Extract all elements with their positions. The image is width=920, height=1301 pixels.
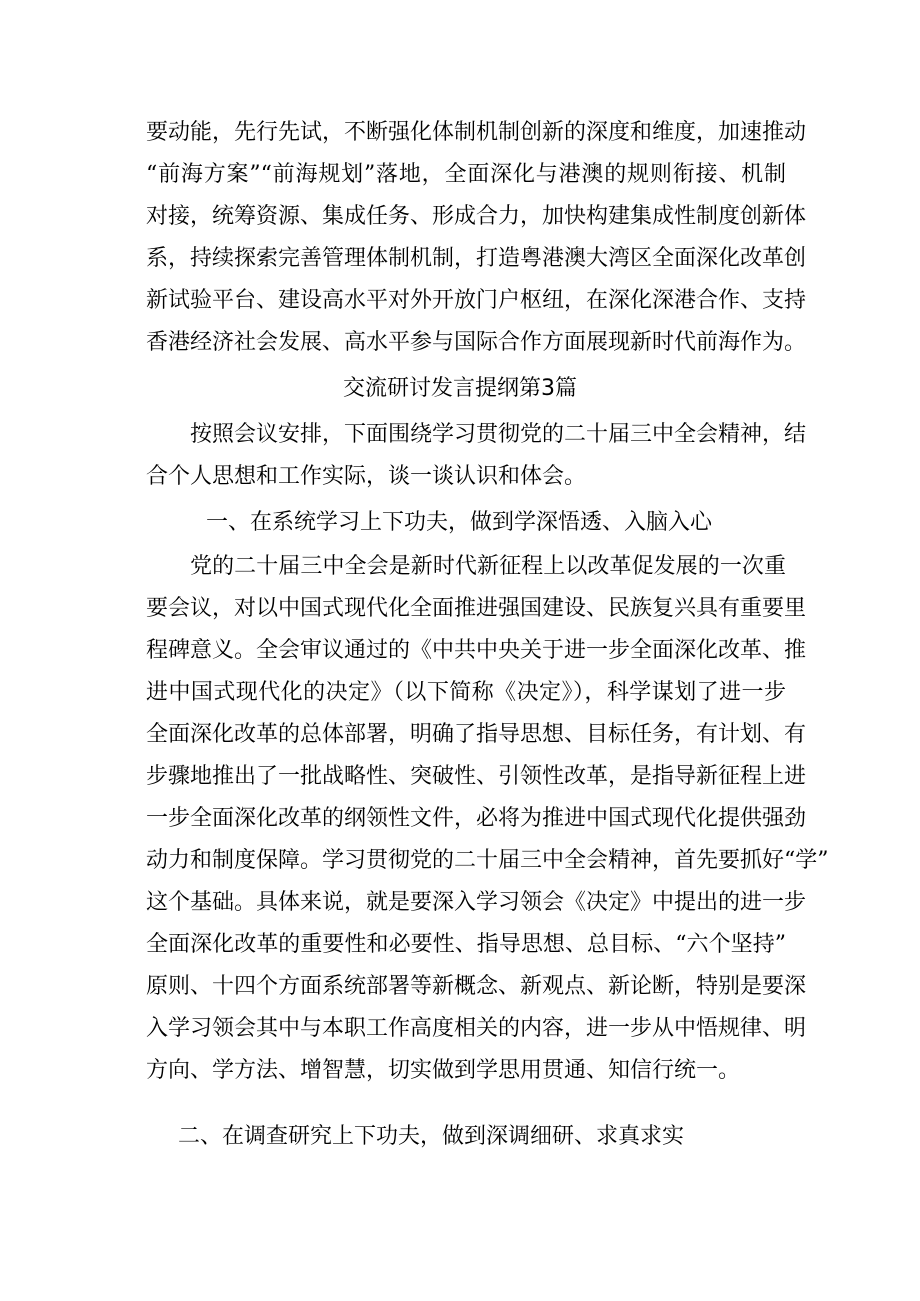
body-line: 一步全面深化改革的纲领性文件，必将为推进中国式现代化提供强劲 [146,806,807,831]
body-line: 党的二十届三中全会是新时代新征程上以改革促发展的一次重 [190,554,786,579]
intro-line: 合个人思想和工作实际，谈一谈认识和体会。 [146,464,587,489]
body-line: 进中国式现代化的决定》（以下简称《决定》），科学谋划了进一步 [146,680,786,705]
body-line: 入学习领会其中与本职工作高度相关的内容，进一步从中悟规律、明 [146,1016,807,1041]
paragraph-line: 要动能，先行先试，不断强化体制机制创新的深度和维度，加速推动 [146,120,807,145]
body-line: 动力和制度保障。学习贯彻党的二十届三中全会精神，首先要抓好“学” [146,848,829,873]
body-line: 程碑意义。全会审议通过的《中共中央关于进一步全面深化改革、推 [146,638,807,663]
body-line: 全面深化改革的重要性和必要性、指导思想、总目标、“六个坚持” [146,932,786,957]
paragraph-line: 系，持续探索完善管理体制机制，打造粤港澳大湾区全面深化改革创 [146,246,807,271]
intro-line: 按照会议安排，下面围绕学习贯彻党的二十届三中全会精神，结 [190,422,807,447]
paragraph-line: “前海方案”“前海规划”落地，全面深化与港澳的规则衔接、机制 [146,162,786,187]
body-line: 步骤地推出了一批战略性、突破性、引领性改革，是指导新征程上进 [146,764,807,789]
body-line: 原则、十四个方面系统部署等新概念、新观点、新论断，特别是要深 [146,974,807,999]
paragraph-line: 对接，统筹资源、集成任务、形成合力，加快构建集成性制度创新体 [146,204,807,229]
section-heading: 一、在系统学习上下功夫，做到学深悟透、入脑入心 [206,510,713,535]
paragraph-line: 新试验平台、建设高水平对外开放门户枢纽，在深化深港合作、支持 [146,288,807,313]
body-line: 方向、学方法、增智慧，切实做到学思用贯通、知信行统一。 [146,1058,741,1083]
section-title: 交流研讨发言提纲第3篇 [343,376,577,401]
body-line: 要会议，对以中国式现代化全面推进强国建设、民族复兴具有重要里 [146,596,807,621]
paragraph-line: 香港经济社会发展、高水平参与国际合作方面展现新时代前海作为。 [146,330,807,355]
body-line: 这个基础。具体来说，就是要深入学习领会《决定》中提出的进一步 [146,890,807,915]
section-heading: 二、在调查研究上下功夫，做到深调细研、求真求实 [178,1124,685,1149]
body-line: 全面深化改革的总体部署，明确了指导思想、目标任务，有计划、有 [146,722,807,747]
